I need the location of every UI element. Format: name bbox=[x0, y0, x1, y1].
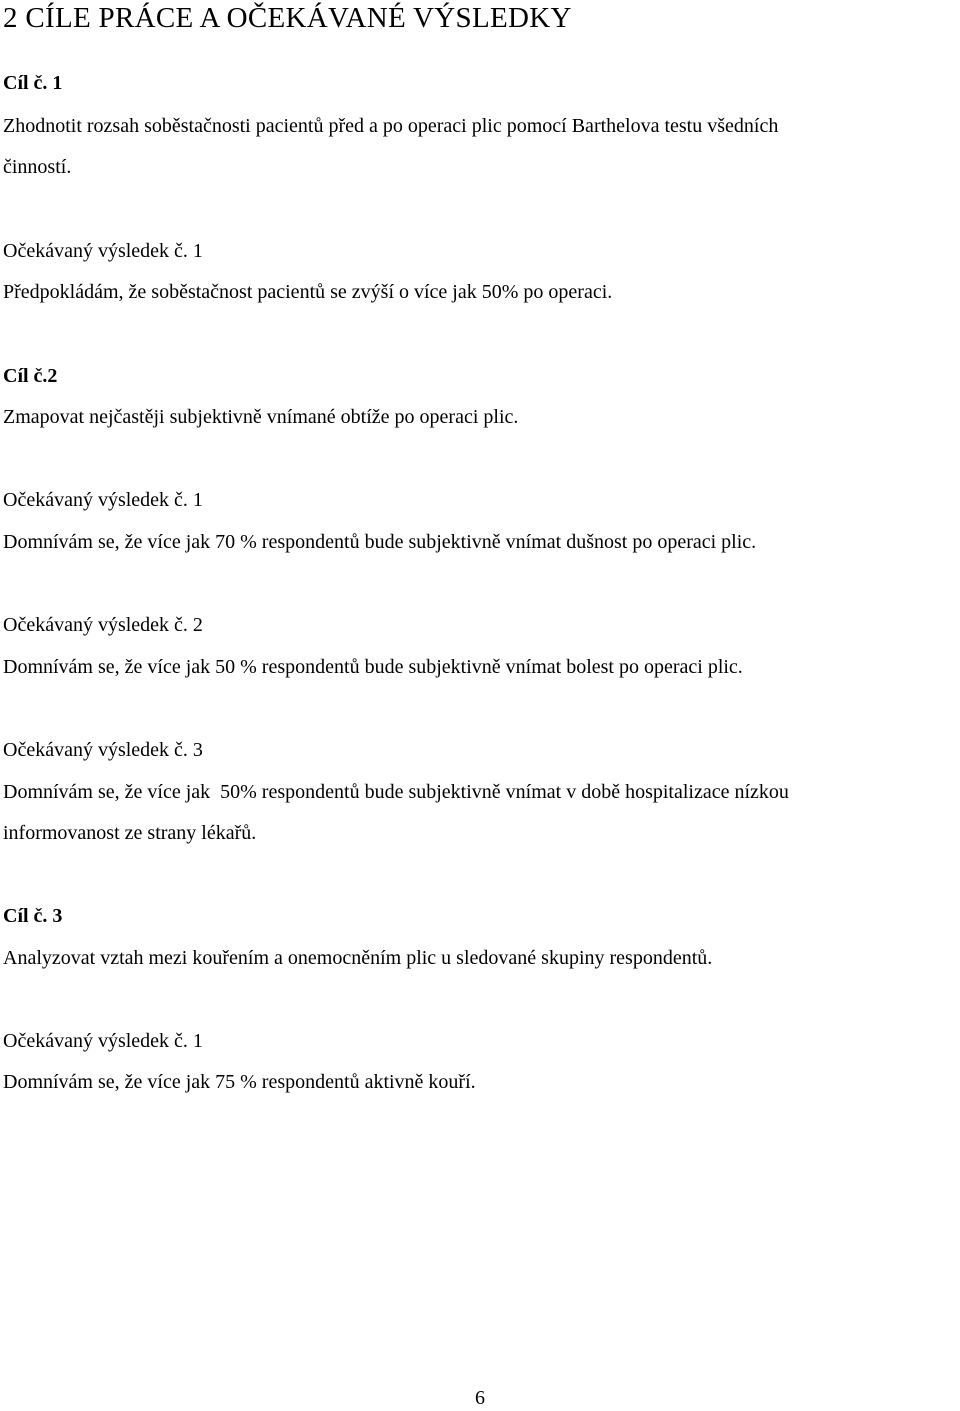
goal-2-result-3-label: Očekávaný výsledek č. 3 bbox=[3, 739, 203, 761]
goal-3-result-1-text: Domnívám se, že více jak 75 % respondentů aktivně kouří. bbox=[3, 1071, 476, 1093]
goal-1-result-1-label: Očekávaný výsledek č. 1 bbox=[3, 240, 203, 262]
goal-2-result-2-label: Očekávaný výsledek č. 2 bbox=[3, 614, 203, 636]
goal-2-result-1-label: Očekávaný výsledek č. 1 bbox=[3, 489, 203, 511]
goal-1-text-line1: Zhodnotit rozsah soběstačnosti pacientů před a po operaci plic pomocí Barthelova testu všedních bbox=[3, 115, 779, 137]
goal-1-text-line2: činností. bbox=[3, 156, 72, 178]
goal-2-result-1-text: Domnívám se, že více jak 70 % respondentů bude subjektivně vnímat dušnost po operaci plic. bbox=[3, 531, 757, 553]
goal-3-result-1-label: Očekávaný výsledek č. 1 bbox=[3, 1030, 203, 1052]
goal-3-title: Cíl č. 3 bbox=[3, 905, 63, 927]
goal-2-result-3-text-line1: Domnívám se, že více jak 50% respondentů bude subjektivně vnímat v době hospitalizace nízkou bbox=[3, 781, 789, 803]
goal-2-result-3-text-line2: informovanost ze strany lékařů. bbox=[3, 822, 257, 844]
chapter-heading: 2 CÍLE PRÁCE A OČEKÁVANÉ VÝSLEDKY bbox=[3, 2, 572, 34]
goal-2-title: Cíl č.2 bbox=[3, 365, 58, 387]
page-number: 6 bbox=[475, 1387, 485, 1409]
goal-2-text: Zmapovat nejčastěji subjektivně vnímané obtíže po operaci plic. bbox=[3, 406, 519, 428]
goal-2-result-2-text: Domnívám se, že více jak 50 % respondentů bude subjektivně vnímat bolest po operaci plic. bbox=[3, 656, 743, 678]
goal-3-text: Analyzovat vztah mezi kouřením a onemocněním plic u sledované skupiny respondentů. bbox=[3, 947, 713, 969]
goal-1-result-1-text: Předpokládám, že soběstačnost pacientů se zvýší o více jak 50% po operaci. bbox=[3, 281, 613, 303]
goal-1-title: Cíl č. 1 bbox=[3, 72, 63, 94]
